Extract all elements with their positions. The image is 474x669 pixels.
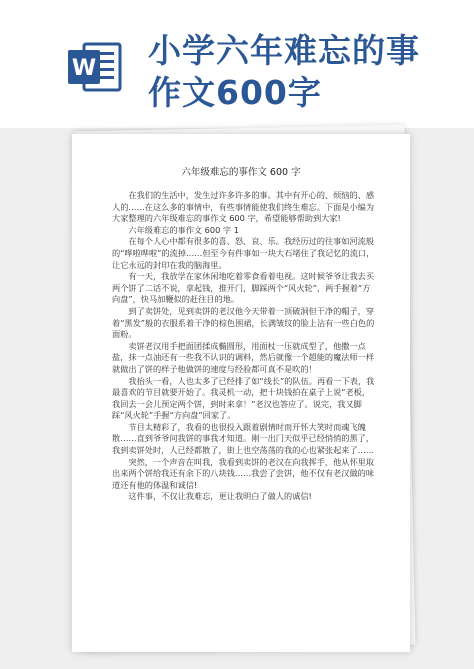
page-title-line-2: 作文600字 xyxy=(148,73,322,112)
paragraph: 卖饼老汉用手把面团揉成椭圆形，用面杖一压就成型了，他撒一点盐，抹一点油还有一些我不认识的调料，然后就像一个超能的魔法师一样就做出了饼的样子他做饼的速度与经验都可真不是吹的！ xyxy=(112,340,375,374)
word-logo-letter: W xyxy=(71,56,97,81)
paragraph: 在我们的生活中，发生过许多许多的事。其中有开心的、烦恼的、感人的……在这么多的事情中，有些事情能使我们终生难忘。下面是小编为大家整理的六年级难忘的事作文 600 字，希望能够帮助到大家! xyxy=(112,190,375,224)
page-title-line-1: 小学六年难忘的事 xyxy=(148,31,420,70)
word-doc-icon xyxy=(66,38,124,96)
paragraph: 在每个人心中都有很多的喜、怒、哀、乐。我经历过的往事如河流般的“哗啦哗啦”的流掉……但至今有件事如一块大石堵住了我记忆的流口，让它永远的封印在我的脑海里。 xyxy=(112,236,375,270)
section-heading: 六年级难忘的事作文 600 字 1 xyxy=(128,224,239,235)
header xyxy=(0,0,474,128)
document-page xyxy=(72,134,410,652)
paragraph: 这件事，不仅让我难忘，更让我明白了做人的诚信! xyxy=(128,491,312,502)
paragraph: 突然，一个声音在叫我，我看到卖饼的老汉在向我挥手，他从怀里取出来两个饼给我还有余下的八块钱……我尝了尝饼，他不仅有老汉做的味道还有他的体温和诚信! xyxy=(112,456,375,490)
paragraph: 有一天，我放学在家休闲地吃着零食看着电视。这时候爷爷让我去买两个饼了二话不说，拿起钱，推开门，脚踩两个“风火轮”，两手握着“方向盘”，快马加鞭似的赶往目的地。 xyxy=(112,271,375,305)
document-body xyxy=(112,190,376,503)
paragraph: 节目太精彩了，我看的也很投入跟着剧情时而开怀大笑时而魂飞魄散……直到爷爷问我饼的事我才知道。刚一出门天似乎已经悄悄的黑了，我到卖饼处时，人已经都散了，街上也空荡荡的我的心也紧张起来了…… xyxy=(112,421,375,456)
document-title: 六年级难忘的事作文 600 字 xyxy=(181,167,301,178)
paragraph: 到了卖饼处，见到卖饼的老汉他今天带着一顶破洞但干净的帽子，穿着“黑发”般的衣服系着干净的棕色围裙，长满皱纹的脸上沾有一些白色的面粉。 xyxy=(112,305,375,340)
paragraph: 我抬头一看，人也太多了已经排了如“线长”的队伍。再看一下表，我最喜欢的节目就要开始了。我灵机一动，把十块钱拍在桌子上说“老板，我回去一会儿预定两个饼，到时来拿！”老汉也答应了。说完，我又脚踩“风火轮”手握“方向盘”回家了。 xyxy=(112,375,375,421)
